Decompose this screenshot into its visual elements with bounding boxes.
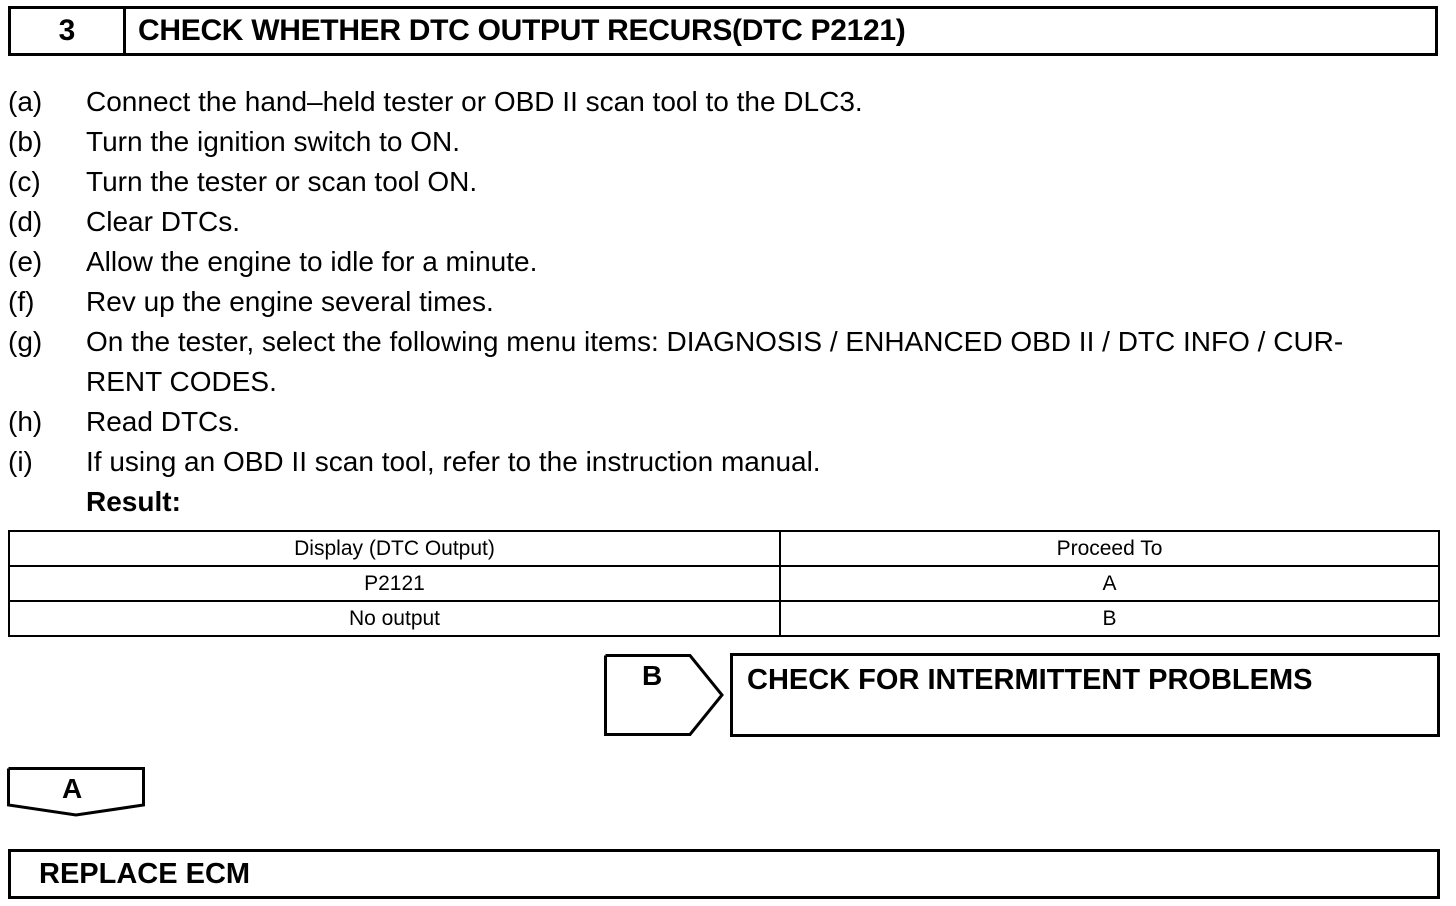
instruction-item bbox=[8, 442, 1448, 482]
table-cell: A bbox=[780, 566, 1439, 601]
instruction-label: (d) bbox=[8, 206, 43, 237]
instruction-text: If using an OBD II scan tool, refer to the instruction manual. bbox=[86, 446, 821, 477]
instruction-label: (i) bbox=[8, 446, 33, 477]
instruction-label: (c) bbox=[8, 166, 41, 197]
instruction-text-line1: On the tester, select the following menu items: DIAGNOSIS / ENHANCED OBD II / DTC INFO / CUR- bbox=[86, 326, 1344, 357]
instruction-text: Turn the ignition switch to ON. bbox=[86, 126, 461, 157]
instruction-label: (a) bbox=[8, 86, 43, 117]
table-header-cell: Display (DTC Output) bbox=[9, 531, 780, 566]
instruction-text: Allow the engine to idle for a minute. bbox=[86, 246, 538, 277]
instruction-label: (g) bbox=[8, 326, 43, 357]
table-cell: B bbox=[780, 601, 1439, 636]
instruction-item bbox=[8, 242, 1448, 282]
instruction-item bbox=[8, 322, 1448, 402]
step-number: 3 bbox=[11, 9, 126, 53]
branch-arrow-right-icon bbox=[604, 654, 724, 736]
branch-a-label: A bbox=[62, 773, 83, 804]
instruction-label: (b) bbox=[8, 126, 43, 157]
branch-b-action: CHECK FOR INTERMITTENT PROBLEMS bbox=[730, 653, 1440, 737]
instruction-text: Clear DTCs. bbox=[86, 206, 241, 237]
instruction-text: Turn the tester or scan tool ON. bbox=[86, 166, 478, 197]
step-header bbox=[8, 6, 1438, 56]
instruction-label: (e) bbox=[8, 246, 43, 277]
instruction-item bbox=[8, 162, 1448, 202]
table-row bbox=[9, 566, 1439, 601]
instruction-text: Connect the hand–held tester or OBD II scan tool to the DLC3. bbox=[86, 86, 863, 117]
instruction-item bbox=[8, 282, 1448, 322]
table-cell: P2121 bbox=[9, 566, 780, 601]
instruction-label: (h) bbox=[8, 406, 43, 437]
instruction-text-line2: RENT CODES. bbox=[86, 366, 277, 397]
branch-b-tag bbox=[604, 654, 724, 736]
instruction-list bbox=[8, 82, 1448, 482]
instruction-text: Read DTCs. bbox=[86, 406, 241, 437]
instruction-text bbox=[86, 322, 1448, 402]
instruction-item bbox=[8, 82, 1448, 122]
instruction-text: Rev up the engine several times. bbox=[86, 286, 494, 317]
table-header-cell: Proceed To bbox=[780, 531, 1439, 566]
table-cell: No output bbox=[9, 601, 780, 636]
instruction-item bbox=[8, 202, 1448, 242]
branch-a-action: REPLACE ECM bbox=[8, 849, 1440, 899]
branch-b-label: B bbox=[642, 660, 663, 691]
table-header-row bbox=[9, 531, 1439, 566]
instruction-label: (f) bbox=[8, 286, 35, 317]
step-title: CHECK WHETHER DTC OUTPUT RECURS(DTC P2121) bbox=[138, 14, 906, 47]
table-row bbox=[9, 601, 1439, 636]
instruction-item bbox=[8, 122, 1448, 162]
instruction-item bbox=[8, 402, 1448, 442]
result-table bbox=[8, 530, 1440, 637]
branch-a-tag bbox=[7, 767, 145, 817]
result-label: Result: bbox=[86, 486, 181, 517]
